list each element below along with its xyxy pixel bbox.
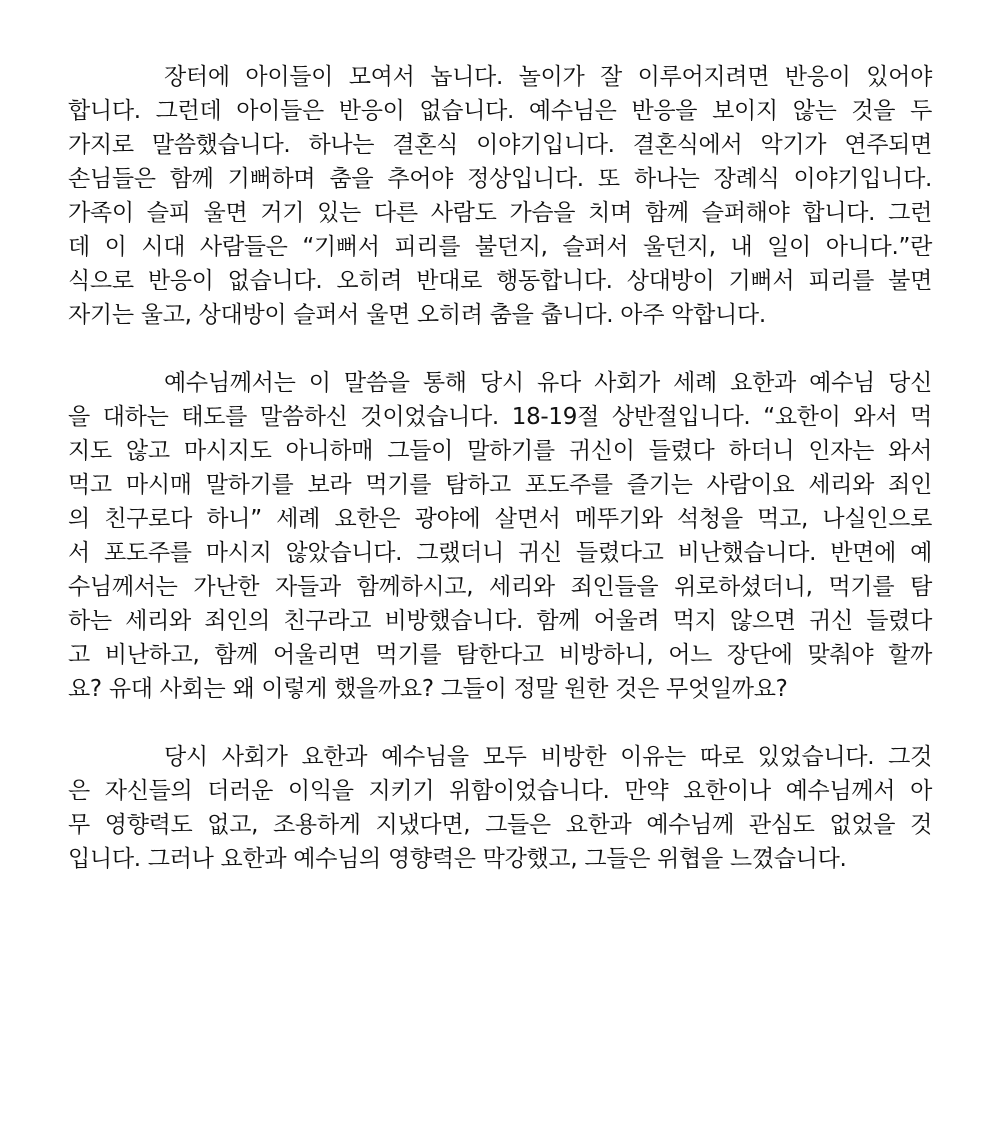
text-line: 가지로 말씀했습니다. 하나는 결혼식 이야기입니다. 결혼식에서 악기가 연주되면 [68, 132, 932, 158]
text-line: 무 영향력도 없고, 조용하게 지냈다면, 그들은 요한과 예수님께 관심도 없었을 것 [68, 812, 932, 838]
text-line: 예수님께서는 이 말씀을 통해 당시 유다 사회가 세례 요한과 예수님 당신 [164, 370, 932, 396]
text-line: 고 비난하고, 함께 어울리면 먹기를 탐한다고 비방하니, 어느 장단에 맞춰야 할까 [68, 642, 932, 668]
document-body [68, 60, 932, 876]
text-line: 지도 않고 마시지도 아니하매 그들이 말하기를 귀신이 들렸다 하더니 인자는 와서 [68, 438, 932, 464]
text-line: 당시 사회가 요한과 예수님을 모두 비방한 이유는 따로 있었습니다. 그것 [164, 744, 932, 770]
text-line: 의 친구로다 하니” 세례 요한은 광야에 살면서 메뚜기와 석청을 먹고, 나실인으로 [68, 506, 932, 532]
paragraph-3 [68, 740, 932, 876]
text-line: 장터에 아이들이 모여서 놉니다. 놀이가 잘 이루어지려면 반응이 있어야 [164, 64, 932, 90]
text-line: 서 포도주를 마시지 않았습니다. 그랬더니 귀신 들렸다고 비난했습니다. 반면에 예 [68, 540, 932, 566]
text-line: 손님들은 함께 기뻐하며 춤을 추어야 정상입니다. 또 하나는 장례식 이야기입니다. [68, 166, 932, 192]
text-line: 요? 유대 사회는 왜 이렇게 했을까요? 그들이 정말 원한 것은 무엇일까요? [68, 676, 788, 702]
paragraph-2 [68, 366, 932, 706]
text-line: 데 이 시대 사람들은 “기뻐서 피리를 불던지, 슬퍼서 울던지, 내 일이 아니다.”란 [68, 234, 932, 260]
text-line: 입니다. 그러나 요한과 예수님의 영향력은 막강했고, 그들은 위협을 느꼈습니다. [68, 846, 847, 872]
text-line: 식으로 반응이 없습니다. 오히려 반대로 행동합니다. 상대방이 기뻐서 피리를 불면 [68, 268, 932, 294]
text-line: 하는 세리와 죄인의 친구라고 비방했습니다. 함께 어울려 먹지 않으면 귀신 들렸다 [68, 608, 932, 634]
text-line: 가족이 슬피 울면 거기 있는 다른 사람도 가슴을 치며 함께 슬퍼해야 합니다. 그런 [68, 200, 932, 226]
text-line: 먹고 마시매 말하기를 보라 먹기를 탐하고 포도주를 즐기는 사람이요 세리와 죄인 [68, 472, 932, 498]
text-line: 수님께서는 가난한 자들과 함께하시고, 세리와 죄인들을 위로하셨더니, 먹기를 탐 [68, 574, 932, 600]
text-line: 을 대하는 태도를 말씀하신 것이었습니다. 18-19절 상반절입니다. “요한이 와서 먹 [68, 404, 932, 430]
text-line: 은 자신들의 더러운 이익을 지키기 위함이었습니다. 만약 요한이나 예수님께서 아 [68, 778, 932, 804]
text-line: 자기는 울고, 상대방이 슬퍼서 울면 오히려 춤을 춥니다. 아주 악합니다. [68, 302, 766, 328]
paragraph-1 [68, 60, 932, 332]
text-line: 합니다. 그런데 아이들은 반응이 없습니다. 예수님은 반응을 보이지 않는 것을 두 [68, 98, 932, 124]
